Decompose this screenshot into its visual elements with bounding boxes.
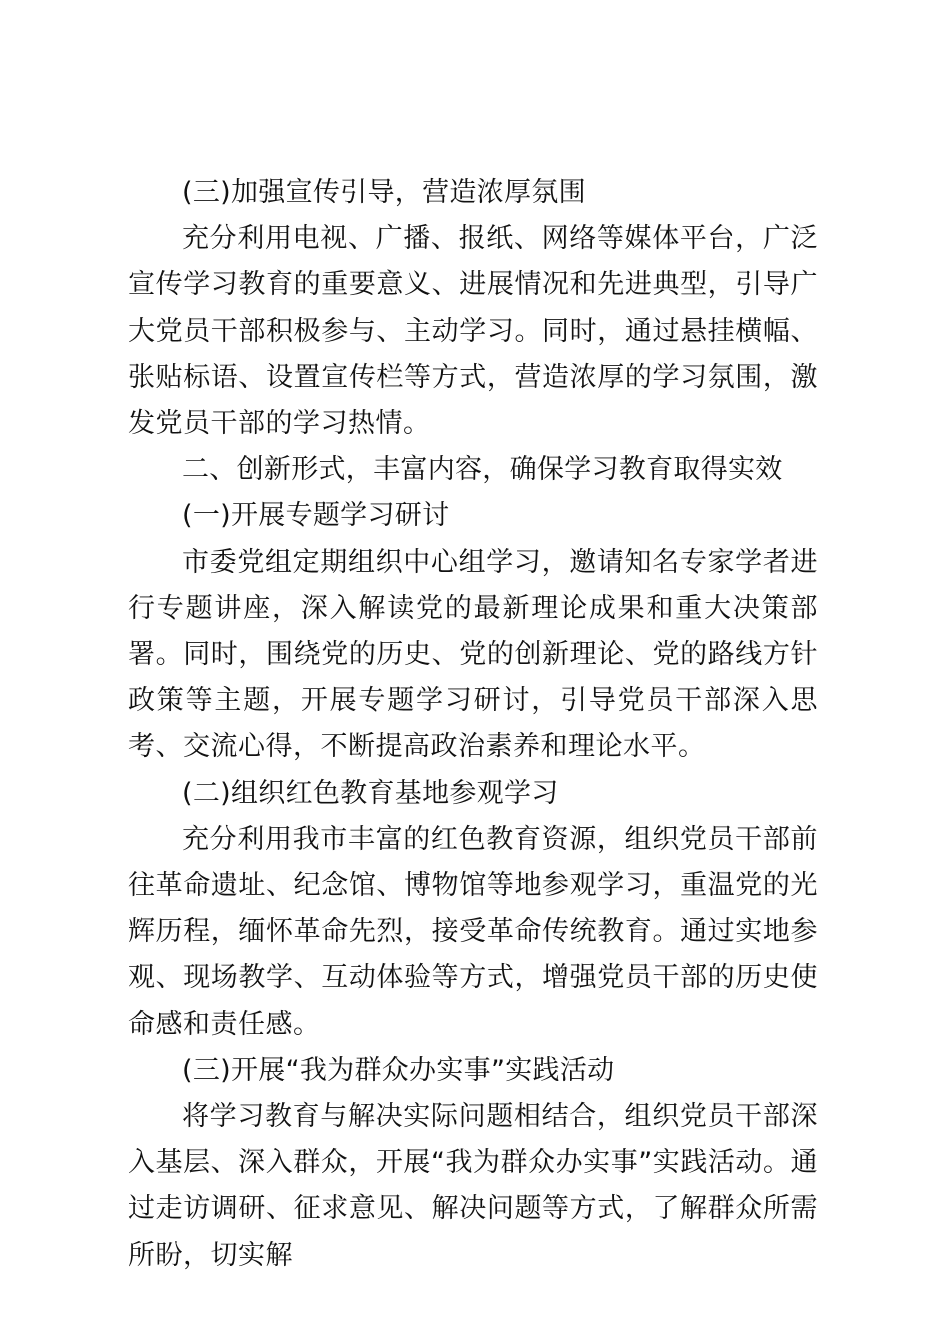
section-heading: (二)组织红色教育基地参观学习 — [182, 777, 559, 809]
body-paragraph: 充分利用电视、广播、报纸、网络等媒体平台，广泛宣传学习教育的重要意义、进展情况和先进典型，引导广大党员干部积极参与、主动学习。同时，通过悬挂横幅、张贴标语、设置宣传栏等方式，营造浓厚的学习氛围，激发党员干部的学习热情。 — [128, 223, 818, 440]
section-heading: (一)开展专题学习研讨 — [182, 500, 450, 532]
body-paragraph: 将学习教育与解决实际问题相结合，组织党员干部深入基层、深入群众，开展“我为群众办实事”实践活动。通过走访调研、征求意见、解决问题等方式，了解群众所需所盼，切实解 — [128, 1101, 818, 1271]
document-body — [128, 170, 818, 1279]
body-paragraph: 市委党组定期组织中心组学习，邀请知名专家学者进行专题讲座，深入解读党的最新理论成果和重大决策部署。同时，围绕党的历史、党的创新理论、党的路线方针政策等主题，开展专题学习研讨，引导党员干部深入思考、交流心得，不断提高政治素养和理论水平。 — [128, 546, 818, 763]
body-paragraph: 充分利用我市丰富的红色教育资源，组织党员干部前往革命遗址、纪念馆、博物馆等地参观学习，重温党的光辉历程，缅怀革命先烈，接受革命传统教育。通过实地参观、现场教学、互动体验等方式，增强党员干部的历史使命感和责任感。 — [128, 823, 818, 1040]
section-heading: (三)开展“我为群众办实事”实践活动 — [182, 1054, 615, 1086]
chapter-heading: 二、创新形式，丰富内容，确保学习教育取得实效 — [182, 454, 783, 486]
section-heading: (三)加强宣传引导，营造浓厚氛围 — [182, 177, 586, 208]
